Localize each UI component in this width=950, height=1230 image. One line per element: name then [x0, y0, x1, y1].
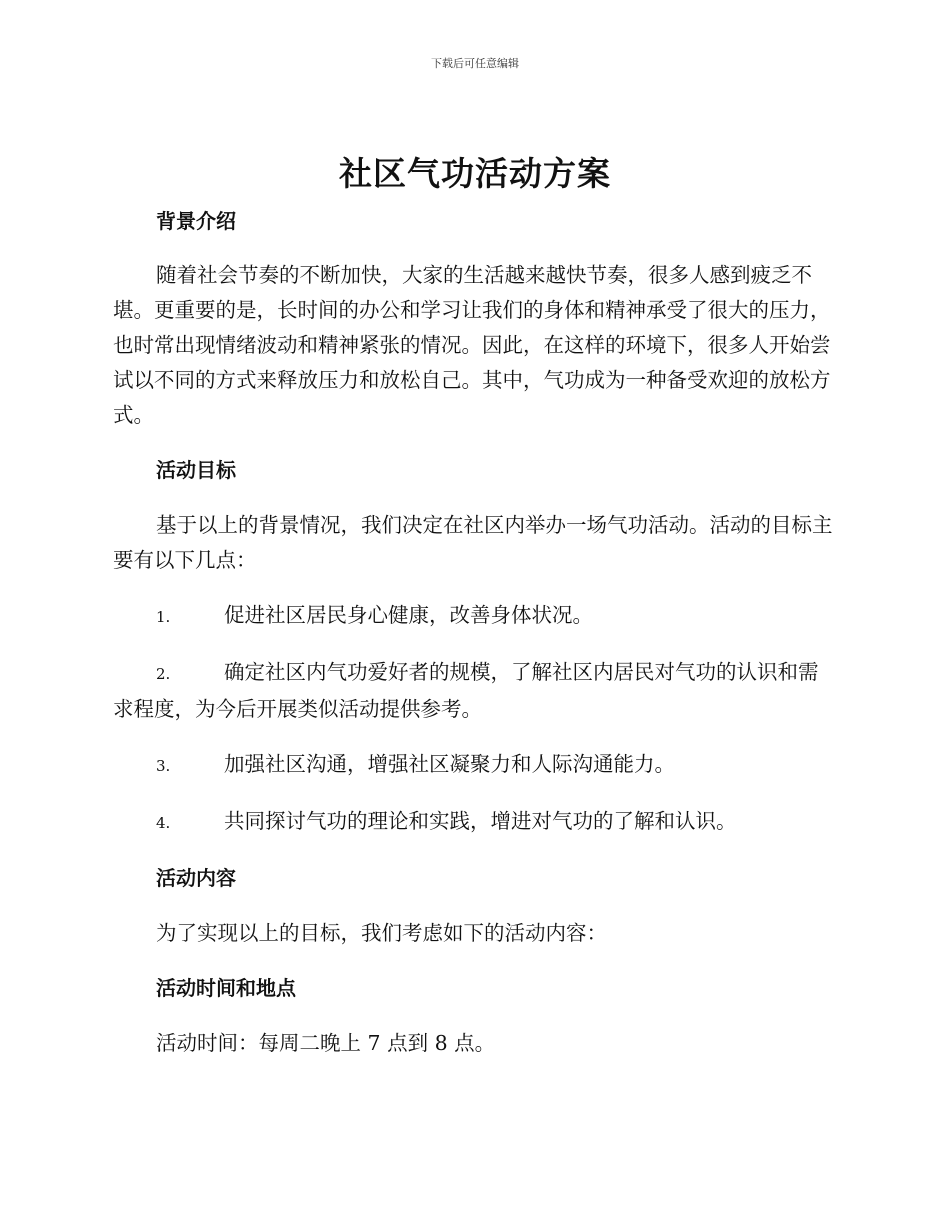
paragraph-goals-intro: 基于以上的背景情况，我们决定在社区内举办一场气功活动。活动的目标主要有以下几点： — [113, 513, 833, 572]
list-item-number: 2. — [156, 665, 171, 683]
heading-goals: 活动目标 — [156, 458, 236, 482]
list-item — [113, 804, 838, 841]
document-body — [113, 200, 838, 1061]
paragraph-activity-time: 活动时间：每周二晚上 7 点到 8 点。 — [156, 1031, 496, 1055]
list-item-text: 确定社区内气功爱好者的规模，了解社区内居民对气功的认识和需求程度，为今后开展类似活动提供参考。 — [113, 660, 819, 721]
list-item-number: 4. — [156, 814, 171, 832]
list-item-text: 加强社区沟通，增强社区凝聚力和人际沟通能力。 — [224, 752, 675, 776]
list-item-number: 1. — [156, 608, 171, 626]
goals-list — [113, 598, 838, 841]
paragraph-background: 随着社会节奏的不断加快，大家的生活越来越快节奏，很多人感到疲乏不堪。更重要的是，长时间的办公和学习让我们的身体和精神承受了很大的压力，也时常出现情绪波动和精神紧张的情况。因此，在这样的环境下，很多人开始尝试以不同的方式来释放压力和放松自己。其中，气功成为一种备受欢迎的放松方式。 — [113, 263, 831, 427]
list-item-text: 促进社区居民身心健康，改善身体状况。 — [224, 603, 593, 627]
page-header-note: 下载后可任意编辑 — [431, 57, 519, 70]
heading-background: 背景介绍 — [156, 209, 236, 233]
list-item — [113, 747, 838, 784]
paragraph-content-intro: 为了实现以上的目标，我们考虑如下的活动内容： — [156, 921, 607, 945]
document-title: 社区气功活动方案 — [339, 154, 611, 193]
list-item-number: 3. — [156, 757, 171, 775]
heading-content: 活动内容 — [156, 866, 236, 890]
list-item-text: 共同探讨气功的理论和实践，增进对气功的了解和认识。 — [224, 809, 737, 833]
list-item — [113, 598, 838, 635]
heading-time-place: 活动时间和地点 — [156, 976, 296, 1000]
list-item — [113, 655, 838, 727]
